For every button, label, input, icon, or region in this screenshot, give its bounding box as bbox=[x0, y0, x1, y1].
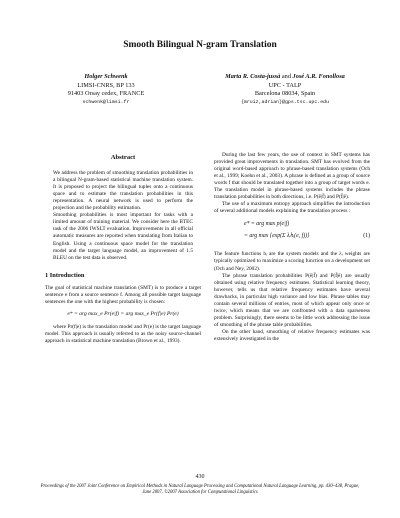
body-paragraph: The phrase translation probabilities P(ē|f̄) and P(f̄|ē) are usually obtained using relative frequency estimates. Statistical learning theory, however, tells us that relative frequency estimates have several drawbacks, in particular high variance and low bias. Phrase tables may contain several millions of entries, most of which appear only once or twice, which means that we are confronted with a data sparseness problem. Surprisingly, there seems to be little work addressing the issue of smoothing of the phrase table probabilities. bbox=[214, 272, 370, 328]
body-paragraph: The goal of statistical machine translation (SMT) is to produce a target sentence e from a source sentence f. Among all possible target language sentences the one with the highest probability is chosen: bbox=[45, 284, 201, 305]
author-name: Marta R. Costa-jussà bbox=[225, 73, 281, 80]
author-name: José A.R. Fonollosa bbox=[292, 73, 345, 80]
equation-number: (1) bbox=[363, 233, 370, 240]
author-block bbox=[36, 73, 364, 123]
author-affiliation: UPC - TALP bbox=[268, 81, 302, 89]
right-column bbox=[214, 152, 370, 343]
author-affiliation: LIMSI-CNRS, BP 133 bbox=[77, 81, 135, 89]
body-paragraph: The use of a maximum entropy approach simplifies the introduction of several additional models explaining the translation process : bbox=[214, 201, 370, 215]
author-name: Holger Schwenk bbox=[84, 73, 128, 80]
author-email: {mruiz,adrian}@gps.tsc.upc.edu bbox=[240, 99, 330, 105]
proceedings-footer: Proceedings of the 2007 Joint Conference on Empirical Methods in Natural Language Processing and Computational Natural Language Learning, pp. 430–438, Prague, June 2007. ©2007 Association for Computational Linguistics bbox=[40, 484, 360, 495]
author-and: and bbox=[281, 73, 291, 80]
author-right bbox=[206, 73, 364, 107]
author-left bbox=[36, 73, 176, 107]
page-number: 430 bbox=[195, 474, 205, 480]
author-names bbox=[206, 73, 364, 82]
left-column bbox=[45, 152, 201, 345]
author-email: schwenk@limsi.fr bbox=[82, 99, 130, 105]
paper-title: Smooth Bilingual N-gram Translation bbox=[123, 40, 277, 50]
body-paragraph: where Pr(f|e) is the translation model and Pr(e) is the target language model. This approach is usually referred to as the noisy source-channel approach in statistical machine translation (Brown et al., 1993). bbox=[45, 323, 201, 344]
abstract-paragraph: Smoothing probabilities is most important for tasks with a limited amount of training material. We consider here the BTEC task of the 2006 IWSLT evaluation. Improvements in all official automatic measures are reported when translating from Italian to English. Using a continuous space model for the translation model and the target language model, an improvement of 1.5 BLEU on the test data is observed. bbox=[53, 212, 193, 261]
abstract-paragraph: We address the problem of smoothing translation probabilities in a bilingual N-gram-based statistical machine translation system. It is proposed to project the bilingual tuples onto a continuous space and to estimate the translation probabilities in this representation. A neural network is used to perform the projection and the probability estimation. bbox=[53, 170, 193, 212]
body-paragraph: During the last few years, the use of context in SMT systems has provided great improvements in translation. SMT has evolved from the original word-based approach to phrase-based translation systems (Och et al., 1999; Koehn et al., 2003). A phrase is defined as a group of source words f that should be translated together into a group of target words e. The translation model in phrase-based systems includes the phrase translation probabilities in both directions, i.e. P(ē|f̄) and P(f̄|ē). bbox=[214, 152, 370, 201]
section-heading: 1 Introduction bbox=[45, 271, 85, 279]
equation-1 bbox=[214, 221, 370, 243]
equation: e* = arg max_e Pr(e|f) = arg max_e Pr(f|e) Pr(e) bbox=[67, 310, 179, 317]
author-address: 91403 Orsay cedex, FRANCE bbox=[67, 90, 145, 98]
body-paragraph: The feature functions hᵢ are the system models and the λᵢ weights are typically optimized to maximize a scoring function on a development set (Och and Ney, 2002). bbox=[214, 251, 370, 272]
abstract-heading: Abstract bbox=[110, 154, 136, 161]
abstract bbox=[53, 170, 193, 262]
author-address: Barcelona 08034, Spain bbox=[254, 90, 316, 98]
equation-line: e* = arg max p(e|f) bbox=[244, 221, 290, 228]
equation-line: = arg max {exp(Σ λᵢhᵢ(e, f))} bbox=[244, 233, 310, 240]
body-paragraph: On the other hand, smoothing of relative frequency estimates was extensively investigated in the bbox=[214, 328, 370, 342]
